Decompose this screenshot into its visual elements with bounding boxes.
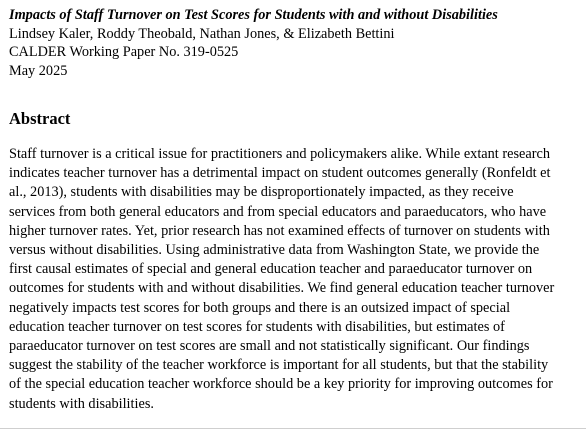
abstract-line: outcomes for students with and without disabilities. We find general education teacher turnover <box>9 280 555 297</box>
abstract-line: al., 2013), students with disabilities may be disproportionately impacted, as they receive <box>9 184 514 201</box>
abstract-line: services from both general educators and from special educators and paraeducators, who have <box>9 203 547 220</box>
working-paper-number: CALDER Working Paper No. 319-0525 <box>9 44 239 60</box>
abstract-line: Staff turnover is a critical issue for practitioners and policymakers alike. While extant research <box>9 146 550 162</box>
abstract-body <box>9 145 579 414</box>
abstract-line: of the special education teacher workforce should be a key priority for improving outcomes for <box>9 376 553 393</box>
abstract-line: negatively impacts test scores for both groups and there is an outsized impact of special <box>9 299 511 316</box>
abstract-line: higher turnover rates. Yet, prior research has not examined effects of turnover on students with <box>9 222 550 239</box>
publication-date: May 2025 <box>9 62 68 79</box>
paper-title: Impacts of Staff Turnover on Test Scores for Students with and without Disabilities <box>9 7 498 23</box>
abstract-line: students with disabilities. <box>9 395 154 412</box>
abstract-line: versus without disabilities. Using administrative data from Washington State, we provide the <box>9 242 540 259</box>
paper-authors: Lindsey Kaler, Roddy Theobald, Nathan Jones, & Elizabeth Bettini <box>9 25 395 42</box>
abstract-line: paraeducator turnover on test scores are small and not statistically significant. Our findings <box>9 338 530 355</box>
abstract-line: education teacher turnover on test scores for students with disabilities, but estimates of <box>9 318 505 335</box>
abstract-heading: Abstract <box>9 109 71 128</box>
abstract-line: suggest the stability of the teacher workforce is important for all students, but that the stability <box>9 357 549 374</box>
page-bottom-divider <box>0 428 586 429</box>
abstract-line: first causal estimates of special and general education teacher and paraeducator turnover on <box>9 261 533 278</box>
paper-page <box>9 6 579 414</box>
abstract-line: indicates teacher turnover has a detrimental impact on student outcomes generally (Ronfeldt et <box>9 165 551 182</box>
